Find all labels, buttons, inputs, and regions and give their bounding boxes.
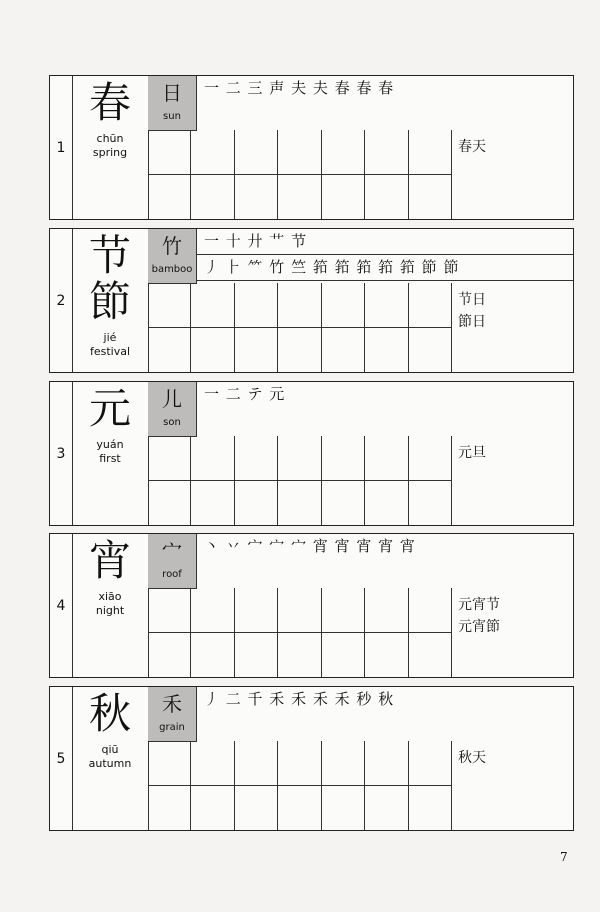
meaning: autumn	[88, 757, 132, 770]
character-entry	[49, 75, 574, 220]
practice-cell[interactable]	[322, 741, 365, 786]
radical-meaning: grain	[159, 722, 185, 733]
radical-meaning: sun	[163, 111, 181, 122]
character-column	[72, 382, 149, 525]
practice-cell[interactable]	[191, 436, 234, 481]
radical-box	[148, 687, 197, 742]
practice-grid	[148, 588, 452, 677]
practice-cell[interactable]	[191, 588, 234, 633]
practice-cell[interactable]	[322, 633, 365, 678]
stroke-sequence: 丿 ⺊ ⺮ 竹 竺 筘 筘 筘 筘 筘 節 節	[196, 255, 573, 281]
practice-cell[interactable]	[191, 328, 234, 373]
radical-character: 竹	[162, 234, 182, 258]
radical-meaning: roof	[162, 569, 182, 580]
practice-cell[interactable]	[148, 741, 191, 786]
practice-cell[interactable]	[235, 328, 278, 373]
main-character: 元	[88, 384, 131, 433]
practice-cell[interactable]	[365, 175, 408, 220]
example-word: 秋天	[458, 750, 486, 766]
main-character: 宵	[88, 536, 131, 585]
practice-cell[interactable]	[148, 175, 191, 220]
practice-cell[interactable]	[235, 130, 278, 175]
practice-cell[interactable]	[278, 633, 321, 678]
practice-cell[interactable]	[235, 283, 278, 328]
practice-grid	[148, 283, 452, 372]
practice-cell[interactable]	[409, 328, 452, 373]
practice-cell[interactable]	[278, 588, 321, 633]
stroke-order	[196, 229, 573, 283]
radical-box	[148, 382, 197, 437]
main-character: 節	[88, 277, 131, 326]
practice-cell[interactable]	[365, 328, 408, 373]
practice-cell[interactable]	[322, 283, 365, 328]
practice-cell[interactable]	[191, 786, 234, 831]
example-words	[452, 436, 573, 525]
pinyin: xiāo	[98, 590, 122, 603]
practice-cell[interactable]	[235, 633, 278, 678]
radical-box	[148, 76, 197, 131]
practice-cell[interactable]	[148, 283, 191, 328]
pinyin: yuán	[96, 438, 124, 451]
stroke-order	[196, 382, 573, 436]
practice-cell[interactable]	[191, 633, 234, 678]
character-entry	[49, 686, 574, 831]
pinyin: qiū	[101, 743, 119, 756]
practice-grid	[148, 741, 452, 830]
radical-box	[148, 229, 197, 284]
character-column	[72, 229, 149, 372]
practice-cell[interactable]	[409, 481, 452, 526]
character-column	[72, 534, 149, 677]
practice-cell[interactable]	[322, 786, 365, 831]
practice-cell[interactable]	[148, 588, 191, 633]
radical-meaning: son	[163, 417, 181, 428]
entry-number: 3	[50, 382, 73, 525]
pinyin: jié	[103, 331, 117, 344]
entry-number: 2	[50, 229, 73, 372]
meaning: night	[95, 604, 125, 617]
practice-cell[interactable]	[322, 328, 365, 373]
character-column	[72, 687, 149, 830]
practice-cell[interactable]	[322, 588, 365, 633]
practice-cell[interactable]	[409, 633, 452, 678]
character-entry	[49, 381, 574, 526]
practice-cell[interactable]	[322, 436, 365, 481]
practice-cell[interactable]	[409, 786, 452, 831]
main-character: 春	[88, 78, 131, 127]
practice-cell[interactable]	[365, 481, 408, 526]
practice-cell[interactable]	[322, 130, 365, 175]
practice-cell[interactable]	[322, 175, 365, 220]
practice-cell[interactable]	[235, 786, 278, 831]
main-character: 节	[88, 231, 131, 280]
stroke-sequence: 丿 二 千 禾 禾 禾 禾 秒 秋	[204, 690, 395, 708]
practice-cell[interactable]	[148, 436, 191, 481]
stroke-sequence: 丶 丷 宀 宀 宀 宵 宵 宵 宵 宵	[204, 537, 416, 555]
practice-cell[interactable]	[148, 786, 191, 831]
practice-cell[interactable]	[278, 175, 321, 220]
example-words	[452, 588, 573, 677]
practice-cell[interactable]	[191, 130, 234, 175]
practice-cell[interactable]	[148, 328, 191, 373]
practice-cell[interactable]	[191, 283, 234, 328]
practice-cell[interactable]	[235, 175, 278, 220]
stroke-sequence: 一 十 廾 艹 节	[196, 229, 573, 255]
practice-cell[interactable]	[278, 283, 321, 328]
stroke-sequence: 一 二 テ 元	[204, 385, 286, 403]
example-word: 元宵節	[458, 619, 500, 635]
practice-cell[interactable]	[278, 130, 321, 175]
practice-cell[interactable]	[191, 481, 234, 526]
practice-cell[interactable]	[409, 436, 452, 481]
practice-cell[interactable]	[365, 741, 408, 786]
practice-cell[interactable]	[235, 436, 278, 481]
example-word: 節日	[458, 314, 486, 330]
practice-cell[interactable]	[322, 481, 365, 526]
practice-cell[interactable]	[278, 741, 321, 786]
practice-cell[interactable]	[278, 481, 321, 526]
meaning: festival	[89, 345, 131, 358]
pinyin: chūn	[96, 132, 124, 145]
example-word: 元旦	[458, 445, 486, 461]
practice-grid	[148, 130, 452, 219]
meaning: first	[99, 452, 121, 465]
practice-cell[interactable]	[278, 328, 321, 373]
practice-cell[interactable]	[278, 786, 321, 831]
entry-number: 4	[50, 534, 73, 677]
entry-number: 5	[50, 687, 73, 830]
practice-cell[interactable]	[191, 175, 234, 220]
practice-cell[interactable]	[409, 283, 452, 328]
practice-cell[interactable]	[235, 741, 278, 786]
practice-cell[interactable]	[365, 633, 408, 678]
practice-cell[interactable]	[365, 436, 408, 481]
example-words	[452, 130, 573, 219]
radical-character: 宀	[162, 539, 182, 563]
stroke-order	[196, 687, 573, 741]
example-word: 春天	[458, 139, 486, 155]
practice-cell[interactable]	[235, 588, 278, 633]
character-column	[72, 76, 149, 219]
practice-cell[interactable]	[148, 130, 191, 175]
practice-cell[interactable]	[365, 130, 408, 175]
practice-cell[interactable]	[365, 786, 408, 831]
practice-cell[interactable]	[365, 588, 408, 633]
page-number: 7	[560, 850, 568, 864]
practice-cell[interactable]	[235, 481, 278, 526]
practice-grid	[148, 436, 452, 525]
main-character: 秋	[88, 689, 131, 738]
practice-cell[interactable]	[409, 175, 452, 220]
radical-character: 日	[162, 81, 182, 105]
practice-cell[interactable]	[409, 130, 452, 175]
practice-cell[interactable]	[191, 741, 234, 786]
practice-cell[interactable]	[409, 741, 452, 786]
example-word: 节日	[458, 292, 486, 308]
practice-cell[interactable]	[409, 588, 452, 633]
practice-cell[interactable]	[365, 283, 408, 328]
stroke-order	[196, 76, 573, 130]
radical-meaning: bamboo	[151, 264, 193, 275]
radical-box	[148, 534, 197, 589]
example-word: 元宵节	[458, 597, 500, 613]
radical-character: 儿	[162, 387, 182, 411]
character-entry	[49, 228, 574, 373]
stroke-order	[196, 534, 573, 588]
meaning: spring	[92, 146, 128, 159]
example-words	[452, 741, 573, 830]
character-entry	[49, 533, 574, 678]
example-words	[452, 283, 573, 372]
entry-number: 1	[50, 76, 73, 219]
practice-cell[interactable]	[278, 436, 321, 481]
practice-cell[interactable]	[148, 481, 191, 526]
practice-cell[interactable]	[148, 633, 191, 678]
radical-character: 禾	[162, 692, 182, 716]
stroke-sequence: 一 二 三 声 夫 夫 春 春 春	[204, 79, 395, 97]
